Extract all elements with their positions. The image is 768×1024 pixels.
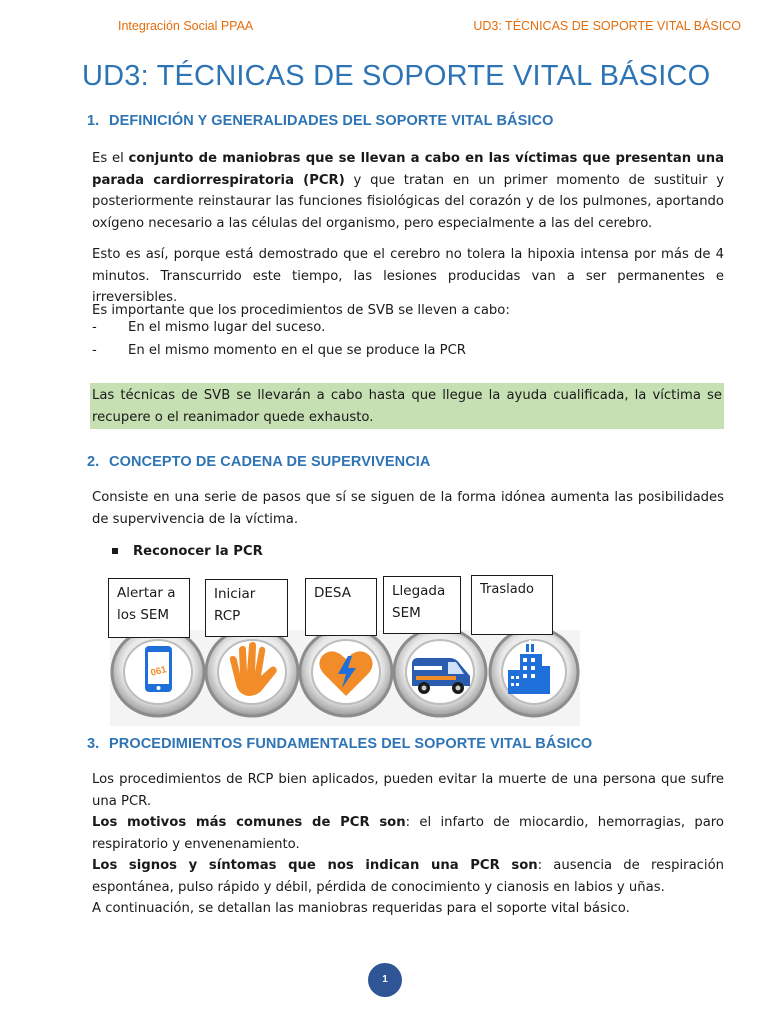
section1-number: 1.	[87, 113, 100, 129]
section1-paragraph3: Es importante que los procedimientos de SVB se lleven a cabo:	[92, 303, 510, 318]
section3-paragraph2	[92, 812, 724, 855]
section3-heading-text: PROCEDIMIENTOS FUNDAMENTALES DEL SOPORTE VITAL BÁSICO	[109, 736, 593, 752]
highlighted-note	[90, 383, 724, 429]
phone-number-text: 061	[149, 664, 168, 679]
chain-label-alertar: Alertar a los SEM	[108, 578, 190, 638]
bold-definition: conjunto de maniobras que se llevan a cabo en las víctimas que presentan una parada cardiorrespiratoria (PCR)	[92, 151, 724, 188]
chain-of-survival-illustration	[110, 630, 580, 726]
section3-number: 3.	[87, 736, 100, 752]
section1-heading-text: DEFINICIÓN Y GENERALIDADES DEL SOPORTE VITAL BÁSICO	[109, 113, 554, 129]
chain-label-iniciar: Iniciar RCP	[205, 579, 288, 637]
bold-lead: Los motivos más comunes de PCR son	[92, 815, 406, 830]
highlighted-note-text: Las técnicas de SVB se llevarán a cabo hasta que llegue la ayuda cualificada, la víctima se recupere o el reanimador quede exhausto.	[92, 388, 722, 425]
text-run: : ausencia de respiración espontánea, pulso rápido y débil, pérdida de conocimiento y cianosis en labios y uñas.	[92, 858, 724, 895]
section2-paragraph1: Consiste en una serie de pasos que sí se siguen de la forma idónea aumenta las posibilidades de supervivencia de la víctima.	[92, 490, 724, 527]
section2-heading	[87, 454, 430, 470]
bold-lead: Los signos y síntomas que nos indican una PCR son	[92, 858, 538, 873]
section1-paragraph1	[92, 148, 724, 234]
section3-paragraph1: Los procedimientos de RCP bien aplicados, pueden evitar la muerte de una persona que sufre una PCR.	[92, 772, 724, 809]
section3-paragraph3	[92, 855, 724, 898]
header-right: UD3: TÉCNICAS DE SOPORTE VITAL BÁSICO	[473, 19, 741, 33]
text-run: : el infarto de miocardio, hemorragias, paro respiratorio y envenenamiento.	[92, 815, 724, 852]
section1-heading	[87, 113, 553, 129]
list-item: En el mismo lugar del suceso.	[128, 320, 326, 335]
section3-heading	[87, 736, 592, 752]
list-item: En el mismo momento en el que se produce la PCR	[128, 343, 466, 358]
section2-heading-text: CONCEPTO DE CADENA DE SUPERVIVENCIA	[109, 454, 431, 470]
text-run: y que tratan en un primer momento de sustituir y posteriormente reinstaurar las funciones fisiológicas del corazón y de los pulmones, aportando oxígeno necesario a las células del organismo, pero especialmente a las del cerebro.	[92, 172, 724, 231]
bullet-reconocer: Reconocer la PCR	[133, 544, 263, 559]
list-dash: -	[92, 320, 97, 335]
square-bullet-icon	[112, 548, 118, 554]
list-dash: -	[92, 343, 97, 358]
chain-label-llegada: Llegada SEM	[383, 576, 461, 634]
header-left: Integración Social PPAA	[118, 19, 254, 33]
section3-paragraph4: A continuación, se detallan las maniobras requeridas para el soporte vital básico.	[92, 901, 630, 916]
phone-061-icon	[145, 646, 172, 692]
section2-number: 2.	[87, 454, 100, 470]
chain-label-traslado: Traslado	[471, 575, 553, 635]
page-number: 1	[368, 963, 402, 997]
chain-label-desa: DESA	[305, 578, 377, 636]
text-run: Es el	[92, 151, 129, 166]
document-title: UD3: TÉCNICAS DE SOPORTE VITAL BÁSICO	[82, 60, 711, 92]
section1-paragraph2: Esto es así, porque está demostrado que el cerebro no tolera la hipoxia intensa por más de 4 minutos. Transcurrido este tiempo, las lesiones producidas van a ser permanentes e irreversibles.	[92, 247, 724, 305]
